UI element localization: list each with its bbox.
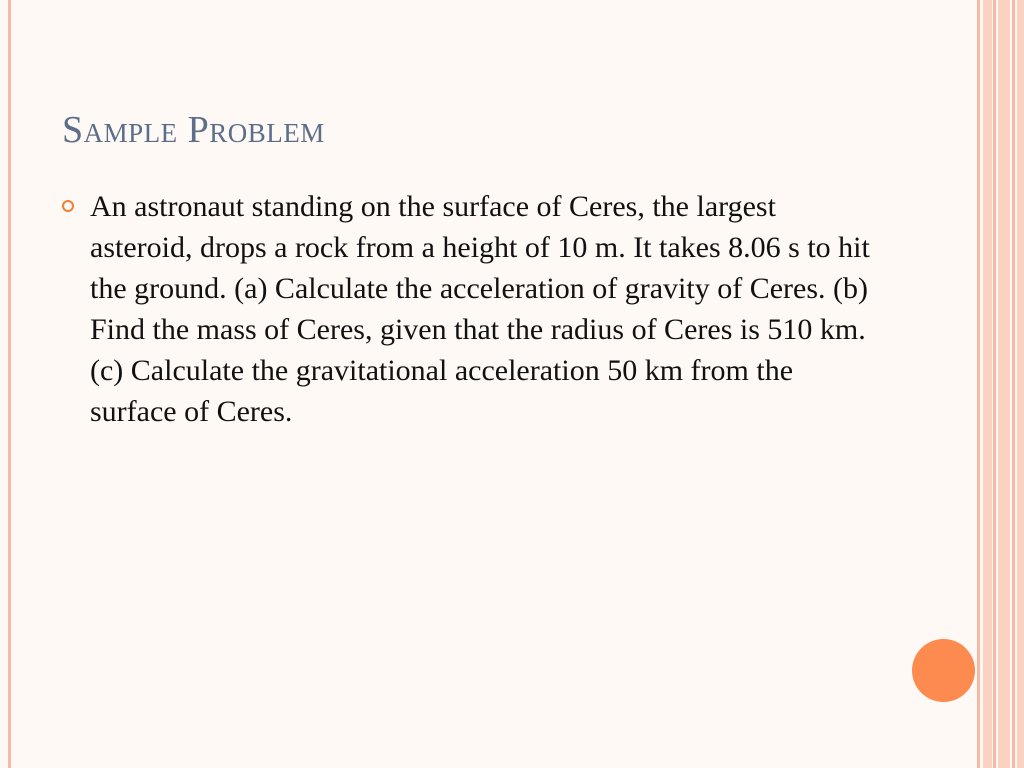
- right-border-stripe: [983, 0, 992, 768]
- right-border-stripe: [1017, 0, 1024, 768]
- right-border-stripe: [993, 0, 996, 768]
- slide-title: Sample Problem: [62, 109, 325, 151]
- bullet-icon: [62, 200, 74, 212]
- right-border-stripe: [1012, 0, 1015, 768]
- right-border-stripe: [977, 0, 980, 768]
- bullet-item: [62, 186, 882, 432]
- bullet-list: [62, 186, 882, 432]
- right-border-stripe: [998, 0, 1010, 768]
- left-border-line: [8, 0, 11, 768]
- bullet-text: An astronaut standing on the surface of Ceres, the largest asteroid, drops a rock from a height of 10 m. It takes 8.06 s to hit the ground. (a) Calculate the acceleration of gravity of Ceres. (b) Find the mass of Ceres, given that the radius of Ceres is 510 km. (c) Calculate the gravitational acceleration 50 km from the surface of Ceres.: [90, 190, 870, 428]
- decorative-circle: [912, 639, 975, 702]
